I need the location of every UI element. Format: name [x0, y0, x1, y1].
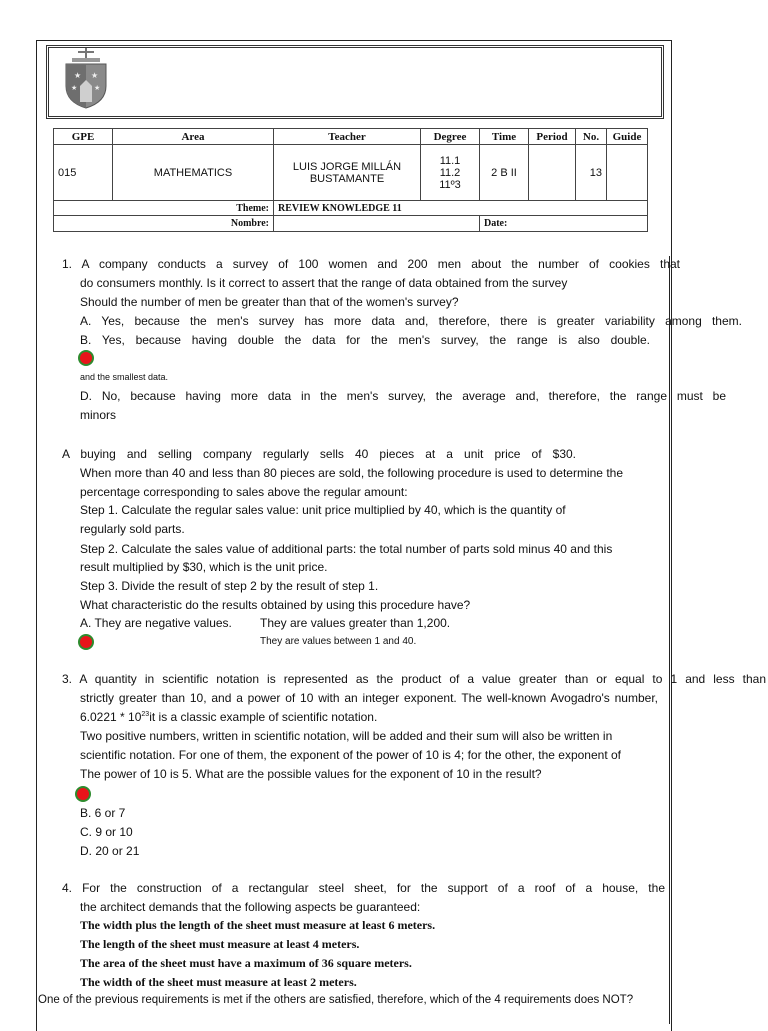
q3-option-b: B. 6 or 7 — [80, 806, 126, 820]
q4-line-1: 4. For the construction of a rectangular steel sheet, for the support of a roof of a house, the — [62, 881, 665, 895]
col-guide: Guide — [607, 129, 648, 145]
right-margin-rule — [669, 256, 670, 1024]
col-time: Time — [480, 129, 529, 145]
q4-requirement-4: The width of the sheet must measure at least 2 meters. — [80, 975, 357, 989]
col-number: No. — [576, 129, 607, 145]
q2-line-1: A buying and selling company regularly sells 40 pieces at a unit price of $30. — [62, 447, 576, 461]
col-teacher: Teacher — [274, 129, 421, 145]
q3-line-5: scientific notation. For one of them, the exponent of the power of 10 is 4; for the other, the exponent of — [80, 748, 622, 762]
q4-requirement-1: The width plus the length of the sheet must measure at least 6 meters. — [80, 918, 436, 932]
q1-option-d-line-1: D. No, because having more data in the men's survey, the average and, therefore, the range must be — [80, 389, 726, 403]
q2-line-3: percentage corresponding to sales above the regular amount: — [80, 485, 408, 499]
header-logo-frame — [46, 45, 664, 119]
teacher-line-1: LUIS JORGE MILLÁN — [292, 160, 402, 173]
q2-option-d: They are values between 1 and 40. — [260, 636, 417, 647]
guide-value — [607, 145, 648, 201]
q2-line-7: result multiplied by $30, which is the unit price. — [80, 560, 328, 574]
q1-option-d-line-2: minors — [80, 408, 117, 422]
number-value: 13 — [576, 145, 607, 201]
q3-option-c: C. 9 or 10 — [80, 825, 133, 839]
course-header-table — [53, 128, 648, 232]
q2-option-a: A. They are negative values. — [80, 616, 232, 630]
q2-line-4: Step 1. Calculate the regular sales value: unit price multiplied by 40, which is the quantity of — [80, 503, 566, 517]
q1-answer-marker — [80, 352, 92, 364]
q3-line-1: 3. A quantity in scientific notation is represented as the product of a value greater than or equal to 1 and less than — [62, 672, 766, 686]
period-value — [529, 145, 576, 201]
gpe-value: 015 — [54, 145, 113, 201]
col-gpe: GPE — [54, 129, 113, 145]
q4-question: One of the previous requirements is met if the others are satisfied, therefore, which of the 4 requirements does NOT? — [38, 994, 634, 1006]
q3-line-4: Two positive numbers, written in scientific notation, will be added and their sum will also be written in — [80, 729, 613, 743]
q2-line-5: regularly sold parts. — [80, 522, 185, 536]
q2-line-8: Step 3. Divide the result of step 2 by the result of step 1. — [80, 579, 379, 593]
q4-line-2: the architect demands that the following aspects be guaranteed: — [80, 900, 421, 914]
q3-line-3-tail: it is a classic example of scientific notation. — [149, 710, 378, 724]
degree-3: 11º3 — [439, 178, 461, 191]
col-degree: Degree — [421, 129, 480, 145]
q1-line-2: do consumers monthly. Is it correct to assert that the range of data obtained from the survey — [80, 276, 568, 290]
q1-line-3: Should the number of men be greater than that of the women's survey? — [80, 295, 459, 309]
teacher-value — [274, 145, 421, 201]
svg-text:★: ★ — [74, 71, 82, 80]
col-period: Period — [529, 129, 576, 145]
theme-value: REVIEW KNOWLEDGE 11 — [274, 201, 648, 216]
degree-1: 11.1 — [439, 154, 461, 167]
area-value: MATHEMATICS — [113, 145, 274, 201]
q1-option-c-tail: and the smallest data. — [80, 372, 169, 382]
date-label: Date: — [480, 216, 648, 232]
col-area: Area — [113, 129, 274, 145]
avogadro-exponent: 23 — [141, 711, 150, 718]
q2-line-9: What characteristic do the results obtained by using this procedure have? — [80, 598, 471, 612]
q4-requirement-2: The length of the sheet must measure at least 4 meters. — [80, 937, 360, 951]
q1-option-a: A. Yes, because the men's survey has more data and, therefore, there is greater variability among them. — [80, 314, 742, 328]
q2-option-b: They are values greater than 1,200. — [260, 616, 451, 630]
teacher-line-2: BUSTAMANTE — [309, 172, 385, 185]
q2-line-2: When more than 40 and less than 80 pieces are sold, the following procedure is used to determine the — [80, 466, 623, 480]
q1-line-1: 1. A company conducts a survey of 100 women and 200 men about the number of cookies that — [62, 257, 680, 271]
q3-line-3 — [80, 710, 377, 725]
svg-text:★: ★ — [94, 84, 101, 92]
degree-value — [421, 145, 480, 201]
svg-text:★: ★ — [71, 84, 78, 92]
q3-line-2: strictly greater than 10, and a power of 10 with an integer exponent. The well-known Avogadro's number, — [80, 691, 658, 705]
degree-2: 11.2 — [439, 166, 461, 179]
name-label: Nombre: — [54, 216, 274, 232]
q3-line-6: The power of 10 is 5. What are the possible values for the exponent of 10 in the result? — [80, 767, 542, 781]
q3-answer-marker — [77, 788, 89, 800]
q1-option-b: B. Yes, because having double the data for the men's survey, the range is also double. — [80, 333, 650, 347]
q2-answer-marker — [80, 636, 92, 648]
theme-label: Theme: — [54, 201, 274, 216]
time-value: 2 B II — [480, 145, 529, 201]
name-field — [274, 216, 480, 232]
svg-text:★: ★ — [91, 71, 99, 80]
school-shield-logo — [58, 46, 114, 110]
q2-line-6: Step 2. Calculate the sales value of additional parts: the total number of parts sold minus 40 and this — [80, 542, 613, 556]
avogadro-mantissa: 6.0221 * 10 — [80, 710, 142, 724]
q3-option-d: D. 20 or 21 — [80, 844, 140, 858]
q4-requirement-3: The area of the sheet must have a maximum of 36 square meters. — [80, 956, 412, 970]
